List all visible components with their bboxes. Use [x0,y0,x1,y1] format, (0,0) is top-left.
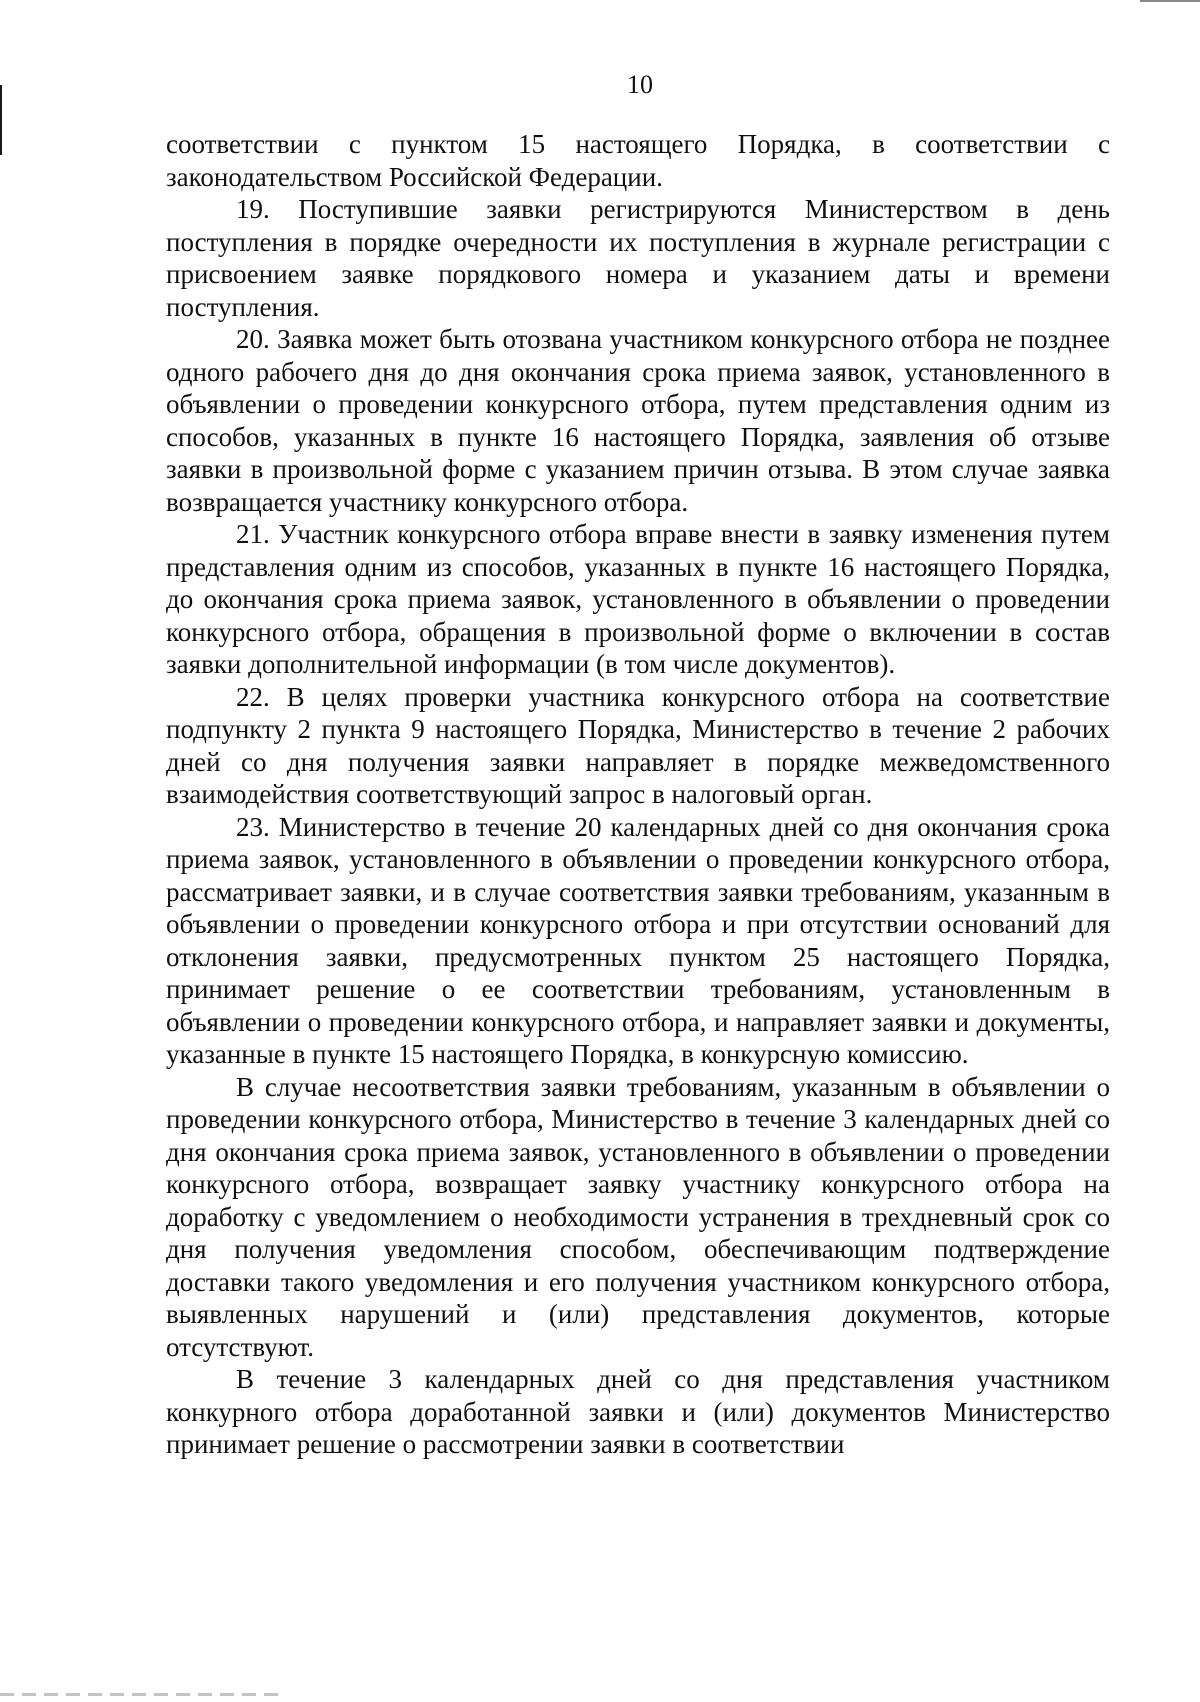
paragraph-item-23: 23. Министерство в течение 20 календарных дней со дня окончания срока приема заявок, установленного в объявлении о проведении конкурсного отбора, рассматривает заявки, и в случае соответствия заявки требованиям, указанным в объявлении о проведении конкурсного отбора и при отсутствии оснований для отклонения заявки, предусмотренных пунктом 25 настоящего Порядка, принимает решение о ее соответствии требованиям, установленным в объявлении о проведении конкурсного отбора, и направляет заявки и документы, указанные в пункте 15 настоящего Порядка, в конкурсную комиссию. [166,811,1110,1069]
document-body [166,128,1110,1461]
scan-edge-mark [0,1693,280,1696]
paragraph-item-21: 21. Участник конкурсного отбора вправе внести в заявку изменения путем представления одним из способов, указанных в пункте 16 настоящего Порядка, до окончания срока приема заявок, установленного в объявлении о проведении конкурсного отбора, обращения в произвольной форме о включении в состав заявки дополнительной информации (в том числе документов). [166,519,1110,679]
scan-edge-mark [1140,0,1200,2]
page-number: 10 [627,70,653,99]
paragraph-item-19: 19. Поступившие заявки регистрируются Министерством в день поступления в порядке очередности их поступления в журнале регистрации с присвоением заявке порядкового номера и указанием даты и времени поступления. [166,194,1110,322]
paragraph-nonconformity: В случае несоответствия заявки требованиям, указанным в объявлении о проведении конкурсного отбора, Министерство в течение 3 календарных дней со дня окончания срока приема заявок, установленного в объявлении о проведении конкурсного отбора, возвращает заявку участнику конкурсного отбора на доработку с уведомлением о необходимости устранения в трехдневный срок со дня получения уведомления способом, обеспечивающим подтверждение доставки такого уведомления и его получения участником конкурсного отбора, выявленных нарушений и (или) представления документов, которые отсутствуют. [166,1071,1110,1362]
paragraph-item-20: 20. Заявка может быть отозвана участником конкурсного отбора не позднее одного рабочего дня до дня окончания срока приема заявок, установленного в объявлении о проведении конкурсного отбора, путем представления одним из способов, указанных в пункте 16 настоящего Порядка, заявления об отзыве заявки в произвольной форме с указанием причин отзыва. В этом случае заявка возвращается участнику конкурсного отбора. [166,324,1110,517]
paragraph-revised-application: В течение 3 календарных дней со дня представления участником конкурного отбора доработанной заявки и (или) документов Министерство принимает решение о рассмотрении заявки в соответствии [166,1364,1110,1459]
paragraph-item-22: 22. В целях проверки участника конкурсного отбора на соответствие подпункту 2 пункта 9 настоящего Порядка, Министерство в течение 2 рабочих дней со дня получения заявки направляет в порядке межведомственного взаимодействия соответствующий запрос в налоговый орган. [166,681,1110,809]
paragraph-continuation: соответствии с пунктом 15 настоящего Порядка, в соответствии с законодательством Российской Федерации. [166,129,1110,192]
